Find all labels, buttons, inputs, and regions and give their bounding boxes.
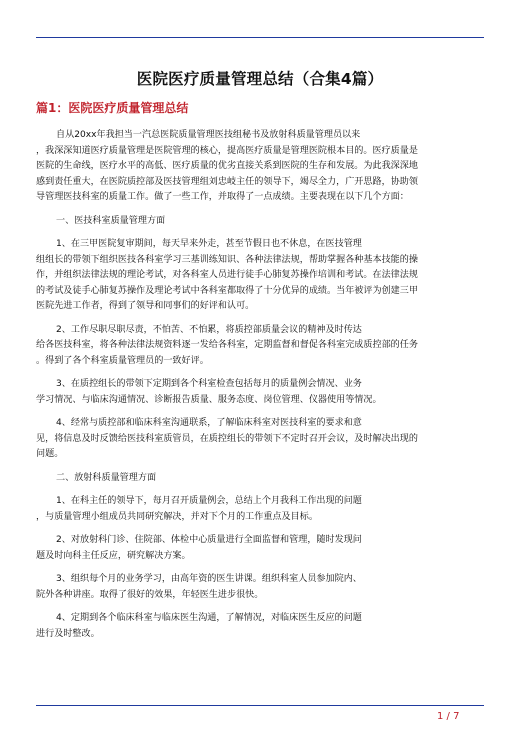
paragraph (36, 237, 484, 315)
paragraph (36, 533, 484, 564)
paragraph (36, 128, 484, 206)
text-line: 作，并组织法律法规的理论考试，对各科室人员进行徒手心肺复苏操作培训和考试。在法律法规 (36, 270, 418, 280)
paragraph (36, 572, 484, 603)
text-line: 进行及时整改。 (36, 628, 100, 639)
footer-rule (36, 705, 484, 706)
paragraph (36, 416, 484, 463)
text-line: 医院的生命线，医疗水平的高低、医疗质量的优劣直接关系到医院的生存和发展。为此我深深地 (36, 161, 418, 171)
text-line: 的考试及徒手心肺复苏操作及理论考试中各科室都取得了十分优异的成绩。当年被评为创建三甲 (36, 285, 418, 296)
paragraph (36, 494, 484, 525)
text-line: 2、对放射科门诊、住院部、体检中心质量进行全面监督和管理，随时发现问 (56, 535, 362, 545)
text-line: ，我深深知道医疗质量管理是医院管理的核心，提高医疗质量是管理医院根本目的。医疗质量是 (36, 145, 418, 156)
document-body (36, 128, 484, 650)
text-line: ，与质量管理小组成员共同研究解决，并对下个月的工作重点及目标。 (36, 511, 318, 522)
section-heading (36, 471, 484, 487)
paragraph (36, 611, 484, 642)
text-line: 组组长的带领下组织医技各科室学习三基训练知识、各种法律法规，帮助掌握各种基本技能的操 (36, 254, 418, 265)
text-line: 自从20xx年我担当一汽总医院质量管理医技组秘书及放射科质量管理员以来 (56, 130, 361, 140)
section-title: 篇1：医院医疗质量管理总结 (36, 101, 189, 115)
text-line: 医院先进工作者，得到了领导和同事们的好评和认可。 (36, 301, 255, 311)
text-line: 问题。 (36, 449, 64, 459)
text-line: 4、经常与质控部和临床科室沟通联系，了解临床科室对医技科室的要求和意 (56, 418, 362, 428)
text-line: 二、放射科质量管理方面 (56, 472, 157, 483)
text-line: 4、定期到各个临床科室与临床医生沟通，了解情况，对临床医生反应的问题 (56, 613, 362, 623)
text-line: 导管理医技科室的质量工作。做了一些工作，并取得了一点成绩。主要表现在以下几个方面： (36, 192, 409, 202)
document-title: 医院医疗质量管理总结（合集4篇） (136, 70, 384, 88)
text-line: 感到责任重大，在医院质控部及医技管理组刘忠岐主任的领导下，竭尽全力，广开思路，协助领 (36, 176, 418, 187)
text-line: 。得到了各个科室质量管理员的一致好评。 (36, 355, 209, 366)
text-line: 2、工作尽职尽职尽责，不怕苦、不怕累，将质控部质量会议的精神及时传达 (56, 324, 362, 335)
text-line: 院外各种讲座。取得了很好的效果，年轻医生进步很快。 (36, 589, 264, 600)
text-line: 3、在质控组长的带领下定期到各个科室检查包括每月的质量例会情况、业务 (56, 379, 362, 389)
section-heading (36, 214, 484, 230)
paragraph (36, 377, 484, 408)
header-rule (36, 37, 484, 38)
text-line: 3、组织每个月的业务学习，由高年资的医生讲课。组织科室人员参加院内、 (56, 574, 362, 584)
text-line: 给各医技科室，将各种法律法规资料逐一发给各科室，定期监督和督促各科室完成质控部的任务 (36, 340, 418, 350)
text-line: 学习情况、与临床沟通情况、诊断报告质量、服务态度、岗位管理、仪器使用等情况。 (36, 394, 382, 405)
text-line: 见，将信息及时反馈给医技科室质管员，在质控组长的带领下不定时召开会议，及时解决出现的 (36, 433, 418, 444)
text-line: 1、在科主任的领导下，每月召开质量例会，总结上个月我科工作出现的问题 (56, 496, 362, 506)
text-line: 1、在三甲医院复审期间，每天早来外走，甚至节假日也不休息，在医技管理 (56, 239, 362, 249)
text-line: 题及时向科主任反应，研究解决方案。 (36, 550, 191, 561)
page-indicator: 1 / 7 (437, 711, 460, 722)
paragraph (36, 323, 484, 370)
text-line: 一、医技科室质量管理方面 (56, 215, 166, 226)
